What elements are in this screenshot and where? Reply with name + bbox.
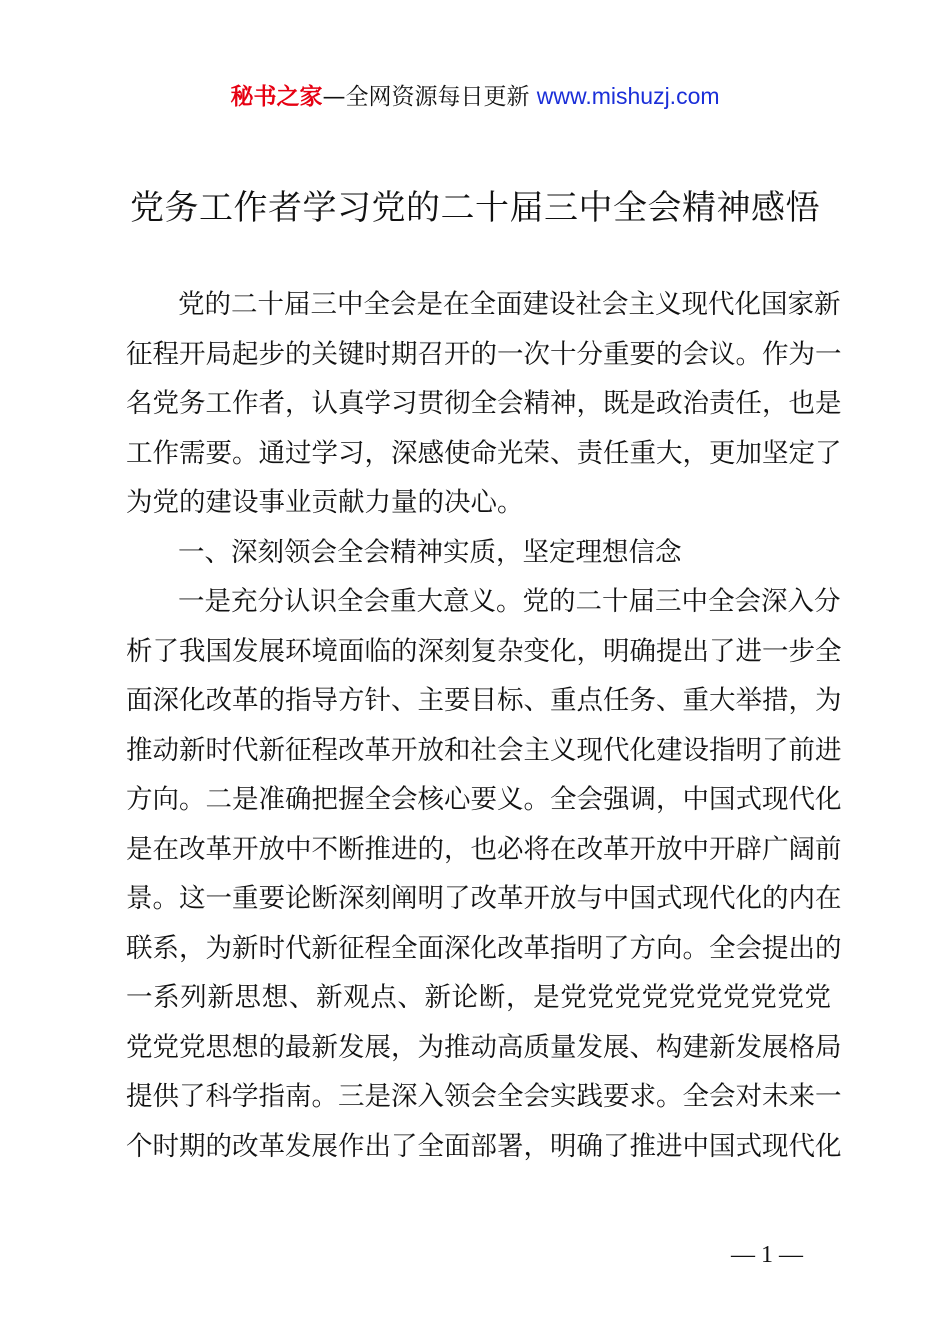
- text-line: 面深化改革的指导方针、主要目标、重点任务、重大举措，为: [126, 685, 842, 716]
- text-line: 名党务工作者，认真学习贯彻全会精神，既是政治责任，也是: [126, 388, 842, 419]
- text-line: 工作需要。通过学习，深感使命光荣、责任重大，更加坚定了: [126, 437, 842, 469]
- site-header: [0, 78, 950, 115]
- text-line: 一系列新思想、新观点、新论断，是党党党党党党党党党党: [126, 982, 831, 1013]
- text-line: 方向。二是准确把握全会核心要义。全会强调，中国式现代化: [126, 784, 842, 815]
- text-line: 联系，为新时代新征程全面深化改革指明了方向。全会提出的: [126, 932, 842, 964]
- text-line: 征程开局起步的关键时期召开的一次十分重要的会议。作为一: [126, 338, 842, 370]
- document-title: 党务工作者学习党的二十届三中全会精神感悟: [130, 188, 820, 228]
- text-line: 一是充分认识全会重大意义。党的二十届三中全会深入分: [178, 586, 841, 617]
- text-line: 为党的建设事业贡献力量的决心。: [126, 487, 524, 518]
- header-tagline: —全网资源每日更新: [322, 84, 530, 110]
- text-line: 景。这一重要论断深刻阐明了改革开放与中国式现代化的内在: [126, 883, 842, 914]
- section-heading: 一、深刻领会全会精神实质，坚定理想信念: [178, 536, 682, 568]
- text-line: 推动新时代新征程改革开放和社会主义现代化建设指明了前进: [126, 734, 842, 766]
- text-line: 个时期的改革发展作出了全面部署，明确了推进中国式现代化: [126, 1130, 842, 1162]
- text-line: 是在改革开放中不断推进的，也必将在改革开放中开辟广阔前: [126, 833, 842, 865]
- text-line: 提供了科学指南。三是深入领会全会实践要求。全会对未来一: [126, 1081, 842, 1112]
- text-line: 党的二十届三中全会是在全面建设社会主义现代化国家新: [178, 289, 841, 320]
- brand-name: 秘书之家: [230, 84, 323, 110]
- text-line: 党党党思想的最新发展，为推动高质量发展、构建新发展格局: [126, 1031, 842, 1063]
- site-url-link[interactable]: www.mishuzj.com: [536, 83, 720, 109]
- text-line: 析了我国发展环境面临的深刻复杂变化，明确提出了进一步全: [126, 635, 842, 667]
- document-body: [126, 280, 842, 1171]
- page-number: — 1 —: [731, 1242, 803, 1268]
